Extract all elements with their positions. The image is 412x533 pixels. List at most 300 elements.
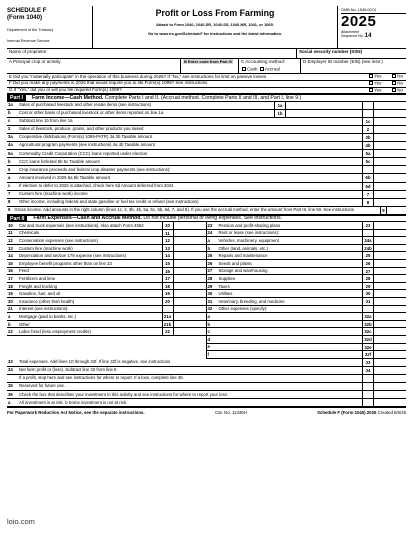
expense-line	[7, 298, 206, 306]
box-label: 29	[362, 283, 373, 290]
amount-field[interactable]	[373, 245, 406, 252]
schedule-f-form	[7, 6, 406, 415]
line-text: Pension and profit-sharing plans	[218, 222, 281, 228]
code-field[interactable]: B Enter code from Part IV	[184, 59, 233, 64]
expense-line	[207, 328, 407, 336]
amount-field	[373, 375, 406, 382]
schedule-label: SCHEDULE F	[7, 7, 47, 14]
omb-number: OMB No. 1545-0074	[341, 6, 406, 14]
line-number: a	[8, 399, 11, 405]
line-number: b	[8, 321, 11, 327]
part1-line	[7, 174, 406, 182]
box-label: 2	[362, 126, 373, 133]
expense-line	[207, 298, 407, 306]
form-footer: For Paperwork Reduction Act Notice, see the separate instructions. Cat. No. 11346H Schedule F (Form 1040) 2025 Created 5/6/25	[7, 407, 406, 415]
box-label: 8	[362, 199, 373, 206]
amount-field[interactable]	[373, 290, 406, 297]
expense-line	[7, 237, 206, 245]
amount-field[interactable]	[373, 367, 406, 374]
line-text: Custom hire (machine work) income	[19, 191, 88, 196]
line-text: Custom hire (machine work)	[19, 245, 73, 251]
line-text: Amount received in 2025 6a 6b Taxable amount	[19, 174, 110, 180]
line-number: 5a	[8, 150, 13, 156]
line-number: 33	[8, 359, 13, 365]
box-label: 30	[362, 290, 373, 297]
box-label: 4b	[362, 142, 373, 149]
box-label: 12	[162, 237, 173, 244]
line-text: Gross income. Add amounts in the right column (lines 1c, 2, 3b, 4b, 5a, 5c, 6b, 6d, 7, and 8). If you use the accrual method, enter the amount from Part III, line 50. See instructions	[14, 207, 355, 213]
line-number: 36	[8, 391, 13, 397]
box-label: 32a	[362, 313, 373, 320]
line-text: Labor hired (less employment credits)	[19, 329, 91, 335]
line-text: Veterinary, breeding, and medicine	[218, 298, 285, 304]
part2-columns	[7, 222, 406, 359]
expense-line	[7, 290, 206, 298]
spacer	[318, 191, 362, 198]
expense-line	[7, 260, 206, 268]
spacer	[318, 126, 362, 133]
line-number: 16	[8, 268, 13, 274]
spacer	[318, 174, 362, 181]
amount-field[interactable]	[373, 344, 406, 351]
expense-line	[7, 275, 206, 283]
expense-line	[7, 230, 206, 238]
line-text: Chemicals	[19, 230, 40, 236]
line-number: 14	[8, 253, 13, 259]
spacer	[318, 118, 362, 125]
form-label: (Form 1040)	[7, 14, 43, 21]
line-text: Total expenses. Add lines 10 through 32f. If line 32f is negative, see instructions	[19, 359, 171, 365]
amount-field[interactable]	[173, 260, 206, 267]
line-number: b	[8, 110, 11, 116]
amount-field[interactable]	[173, 237, 206, 244]
spacer	[318, 102, 362, 109]
line-text: Mortgage (paid to banks, etc.)	[19, 314, 77, 319]
line-number: 10	[8, 222, 13, 228]
line-number: c	[8, 118, 11, 124]
attachment-label: Attachment	[341, 30, 360, 34]
spacer	[318, 150, 362, 157]
amount-field[interactable]	[373, 351, 406, 358]
box-label: 32e	[362, 344, 373, 351]
line-text: Repairs and maintenance	[218, 253, 268, 259]
box-label: 24b	[362, 245, 373, 252]
spacer	[318, 166, 362, 173]
expense-line	[207, 222, 407, 230]
line-number: 12	[8, 238, 13, 244]
box-label	[162, 306, 173, 313]
amount-field[interactable]	[373, 359, 406, 366]
inner-amount-field[interactable]	[285, 102, 318, 109]
amount-field	[373, 391, 406, 398]
inner-box-label: 1b	[274, 110, 285, 117]
box-label: 10	[162, 222, 173, 229]
box-label: 17	[162, 275, 173, 282]
amount-field[interactable]	[173, 245, 206, 252]
yes-no	[368, 81, 406, 86]
spacer	[318, 134, 362, 141]
box-label	[362, 110, 373, 117]
box-label: 15	[162, 260, 173, 267]
amount-field	[373, 110, 406, 117]
part1-line	[7, 191, 406, 199]
amount-field[interactable]	[373, 298, 406, 305]
total-line	[7, 399, 406, 407]
box-label: 3b	[362, 134, 373, 141]
expense-line	[7, 283, 206, 291]
spacer	[354, 207, 380, 214]
box-label: 24a	[362, 237, 373, 244]
line-number: 31	[207, 298, 213, 304]
amount-field[interactable]	[373, 260, 406, 267]
line-number: 19	[8, 291, 13, 297]
line-number: 32	[207, 306, 213, 312]
total-line	[7, 375, 406, 383]
line-number: 30	[207, 291, 213, 297]
line-number: 4a	[8, 142, 13, 148]
line-text: Depreciation and section 179 expense (see instructions)	[19, 253, 127, 259]
yes-option[interactable]: Yes	[368, 88, 381, 93]
line-text: Other income, including federal and state gasoline or fuel tax credit or refund (see instructions)	[19, 199, 199, 205]
dept-label: Department of the Treasury	[7, 28, 54, 32]
box-label: 11	[162, 230, 173, 237]
no-option[interactable]: No	[391, 81, 403, 86]
box-label: 32b	[362, 321, 373, 328]
expense-line	[207, 237, 407, 245]
part1-line	[7, 207, 406, 215]
identity-row	[7, 59, 406, 74]
expense-line	[207, 351, 407, 359]
amount-field[interactable]	[373, 199, 406, 206]
box-label: 21a	[162, 313, 173, 320]
box-label: 5c	[362, 158, 373, 165]
principal-crop-field[interactable]: A Principal crop or activity	[7, 59, 181, 73]
expense-line	[207, 321, 407, 329]
line-number: d	[207, 336, 211, 342]
yes-no	[368, 74, 406, 79]
box-label	[362, 166, 373, 173]
expense-line	[207, 290, 407, 298]
box-label	[362, 383, 373, 390]
box-label: 5a	[362, 150, 373, 157]
line-text: Sales of livestock, produce, grains, and other products you raised	[19, 126, 144, 132]
form-title: Profit or Loss From Farming	[155, 8, 275, 18]
irs-label: Internal Revenue Service	[7, 39, 50, 44]
box-label: 32f	[362, 351, 373, 358]
line-text: Other (land, animals, etc.)	[218, 245, 268, 251]
question-text: F Did you make any payments in 2025 that would require you to file Form(s) 1099? See instructions	[9, 80, 208, 86]
amount-field[interactable]	[373, 237, 406, 244]
line-text: Check the box that describes your investment in this activity and see instructions for where to report your loss:	[19, 391, 228, 397]
spacer	[318, 142, 362, 149]
amount-field	[373, 383, 406, 390]
box-label: 32d	[362, 336, 373, 343]
box-label	[362, 230, 373, 237]
box-label: 25	[362, 252, 373, 259]
box-label: 6b	[362, 174, 373, 181]
box-label	[362, 399, 373, 406]
expense-line	[207, 344, 407, 352]
amount-field[interactable]	[373, 222, 406, 229]
box-label: 16	[162, 268, 173, 275]
expense-line	[7, 313, 206, 321]
no-option[interactable]: No	[391, 88, 403, 93]
line-number: 29	[207, 283, 213, 289]
question-text: G If “Yes,” did you or will you file required Form(s) 1099?	[9, 87, 122, 93]
expense-line	[207, 275, 407, 283]
box-label: 21b	[162, 321, 173, 328]
tax-year: 2025	[341, 13, 377, 30]
line-number: 1a	[8, 101, 13, 107]
instructions-line: Go to www.irs.gov/ScheduleF for instructions and the latest information.	[147, 31, 283, 36]
amount-field[interactable]	[373, 252, 406, 259]
part1-line	[7, 158, 406, 166]
question-row	[7, 88, 406, 95]
amount-field[interactable]	[373, 275, 406, 282]
line-number: 15	[8, 260, 13, 266]
inner-amount-field[interactable]	[285, 110, 318, 117]
line-text: Storage and warehousing	[218, 268, 268, 274]
line-number: 35	[8, 383, 13, 389]
line-text: Conservation expenses (see instructions)	[19, 238, 98, 244]
line-text: Other expenses (specify):	[218, 306, 268, 312]
expense-line	[207, 283, 407, 291]
no-option[interactable]: No	[391, 74, 403, 79]
line-number: 20	[8, 298, 13, 304]
line-number: a	[8, 174, 11, 180]
spacer	[318, 183, 362, 190]
line-number: b	[207, 321, 211, 327]
total-line	[7, 359, 406, 367]
questions-section	[7, 74, 406, 94]
amount-field[interactable]	[373, 313, 406, 320]
spacer	[318, 199, 362, 206]
line-text: Seeds and plants	[218, 260, 252, 266]
line-text: Cost or other basis of purchased livestock or other items reported on line 1a	[19, 110, 164, 116]
line-text: Insurance (other than health)	[19, 298, 75, 304]
line-number: 8	[8, 199, 11, 205]
amount-field[interactable]	[373, 336, 406, 343]
box-label	[362, 102, 373, 109]
line-text: Other	[19, 321, 30, 327]
amount-field[interactable]	[373, 118, 406, 125]
line-text: Reserved for future use.	[19, 383, 66, 389]
line-text: Gasoline, fuel, and oil	[19, 291, 61, 297]
line-text: Rent or lease (see instructions):	[218, 230, 280, 236]
total-line	[7, 383, 406, 391]
line-number: 6	[8, 166, 11, 172]
line-number: 11	[8, 230, 13, 236]
line-number: b	[8, 158, 11, 164]
amount-field[interactable]	[373, 183, 406, 190]
line-number: 28	[207, 276, 213, 282]
amount-field[interactable]	[173, 321, 206, 328]
box-label: 1c	[362, 118, 373, 125]
box-label: 34	[362, 367, 373, 374]
expense-line	[7, 306, 206, 314]
proprietor-name-field[interactable]: Name of proprietor	[7, 49, 297, 58]
line-text: Sales of purchased livestock and other resale items (see instructions)	[19, 101, 152, 107]
amount-field	[373, 306, 406, 313]
line-text: Supplies	[218, 276, 235, 282]
part1-line	[7, 118, 406, 126]
expense-line	[207, 252, 407, 260]
part1-line	[7, 110, 406, 118]
amount-field[interactable]	[373, 142, 406, 149]
amount-field[interactable]	[373, 268, 406, 275]
amount-field[interactable]	[173, 328, 206, 335]
amount-field[interactable]	[173, 268, 206, 275]
amount-field[interactable]	[173, 230, 206, 237]
amount-field[interactable]	[386, 207, 406, 214]
line-text: Fertilizers and lime	[19, 276, 56, 282]
part2-totals	[7, 359, 406, 408]
line-number: 27	[207, 268, 213, 274]
amount-field	[373, 166, 406, 173]
box-label: 19	[162, 290, 173, 297]
amount-field	[373, 230, 406, 237]
line-number: 13	[8, 245, 13, 251]
amount-field[interactable]	[373, 158, 406, 165]
amount-field[interactable]	[373, 321, 406, 328]
box-label: 27	[362, 268, 373, 275]
box-label: 28	[362, 275, 373, 282]
amount-field[interactable]	[373, 174, 406, 181]
amount-field	[373, 102, 406, 109]
line-text: All investment is at risk. b Some investment is not at risk.	[19, 399, 128, 405]
line-number: a	[207, 314, 210, 319]
box-label	[362, 306, 373, 313]
line-text: Commodity Credit Corporation (CCC) loans reported under election	[19, 150, 148, 156]
part1-line	[7, 102, 406, 110]
box-label: 33	[362, 359, 373, 366]
expense-line	[207, 260, 407, 268]
part1-line	[7, 142, 406, 150]
ein-field[interactable]: D Employer ID number (EIN) (see instr.)	[303, 59, 383, 64]
ssn-field[interactable]: Social security number (SSN)	[299, 49, 363, 54]
expense-line	[7, 328, 206, 336]
line-text: CCC loans forfeited 5b 5c Taxable amount	[19, 158, 100, 164]
amount-field[interactable]	[173, 283, 206, 290]
spacer	[318, 110, 362, 117]
line-number: 25	[207, 253, 213, 259]
box-label: 20	[162, 298, 173, 305]
amount-field[interactable]	[173, 275, 206, 282]
box-label: 6d	[362, 183, 373, 190]
line-number: 24	[207, 230, 213, 236]
line-number: f	[207, 351, 209, 357]
amount-field[interactable]	[173, 313, 206, 320]
expense-line	[7, 245, 206, 253]
amount-field[interactable]	[373, 328, 406, 335]
amount-field[interactable]	[373, 283, 406, 290]
part1-line	[7, 126, 406, 134]
amount-field[interactable]	[373, 134, 406, 141]
line-number: 9	[8, 207, 11, 213]
box-label	[362, 391, 373, 398]
expense-line	[207, 230, 407, 238]
brand-watermark: loio.com	[7, 517, 35, 526]
amount-field[interactable]	[373, 126, 406, 133]
expense-line	[207, 306, 407, 314]
line-number: 7	[8, 191, 11, 196]
expense-line	[207, 336, 407, 344]
line-number: 3a	[8, 134, 13, 140]
line-number: 23	[207, 222, 213, 228]
expense-line	[207, 245, 407, 253]
amount-field[interactable]	[173, 222, 206, 229]
expense-line	[7, 321, 206, 329]
line-text: Vehicles, machinery, equipment	[218, 238, 279, 244]
line-text: Cooperative distributions (Form(s) 1099-PATR) 3a 3b Taxable amount	[19, 134, 152, 140]
line-number: 22	[8, 329, 13, 335]
cash-checkbox[interactable]	[242, 67, 246, 71]
line-text: If election to defer to 2026 is attached, check here 6d Amount deferred from 2024	[19, 182, 174, 188]
inner-box-label: 1a	[274, 102, 285, 109]
amount-field[interactable]	[173, 298, 206, 305]
line-text: Freight and trucking	[19, 283, 57, 289]
line-text: Utilities	[218, 291, 233, 297]
box-label: 23	[362, 222, 373, 229]
line-text: Feed	[19, 268, 29, 274]
part1-line	[7, 166, 406, 174]
line-number: 18	[8, 283, 13, 289]
proprietor-row	[7, 49, 406, 59]
expense-line	[7, 268, 206, 276]
part1-header: Part I Farm Income—Cash Method. Complete Parts I and II. (Accrual method. Complete Parts II and III, and Part I, line 9.)	[7, 94, 406, 101]
amount-field[interactable]	[173, 252, 206, 259]
box-label	[362, 375, 373, 382]
box-label: 18	[162, 283, 173, 290]
line-text: Net farm profit or (loss). Subtract line 33 from line 9	[19, 367, 117, 373]
amount-field[interactable]	[373, 191, 406, 198]
line-text: Employee benefit programs other than on line 23	[19, 260, 112, 266]
box-label: 13	[162, 245, 173, 252]
box-label: 7	[362, 191, 373, 198]
line-text: If a profit, stop here and see instructions for where to report. If a loss, complete line 36.	[19, 375, 184, 381]
box-label: 32c	[362, 328, 373, 335]
line-text: Car and truck expenses (see instructions). Also attach Form 4562	[19, 222, 144, 228]
expense-line	[207, 313, 407, 321]
yes-option[interactable]: Yes	[368, 81, 381, 86]
part1-line	[7, 150, 406, 158]
amount-field[interactable]	[173, 290, 206, 297]
expense-line	[7, 222, 206, 230]
part1-line	[7, 199, 406, 207]
amount-field[interactable]	[373, 150, 406, 157]
line-number: 17	[8, 276, 13, 282]
line-number: a	[8, 314, 11, 319]
total-line	[7, 367, 406, 375]
line-number: 26	[207, 260, 213, 266]
line-text: Taxes	[218, 283, 230, 289]
part1-line	[7, 134, 406, 142]
yes-option[interactable]: Yes	[368, 74, 381, 79]
line-number: a	[207, 238, 210, 244]
total-line	[7, 391, 406, 399]
line-text: Crop insurance proceeds and federal crop disaster payments (see instructions):	[19, 166, 171, 172]
line-text: Subtract line 1b from line 1a	[19, 118, 73, 124]
accrual-checkbox[interactable]	[260, 67, 264, 71]
expense-line	[7, 252, 206, 260]
line-number: e	[207, 344, 210, 350]
box-label: 9	[380, 207, 387, 214]
line-number: 34	[8, 367, 13, 373]
line-number: c	[207, 329, 210, 335]
part1-lines	[7, 102, 406, 215]
box-label: 31	[362, 298, 373, 305]
spacer	[318, 158, 362, 165]
